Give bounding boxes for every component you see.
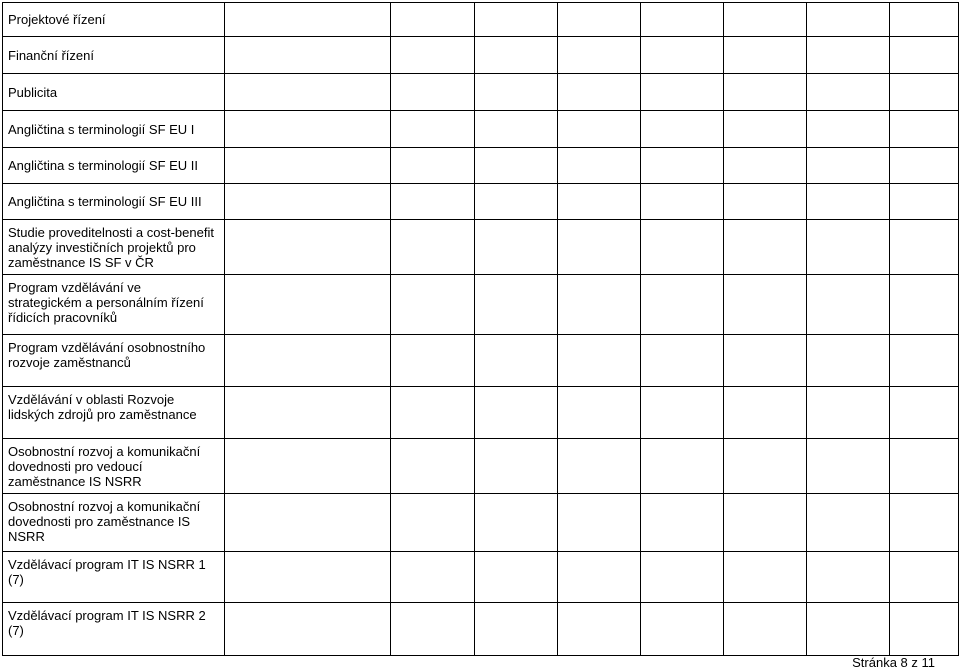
empty-cell <box>807 74 890 111</box>
empty-cell <box>890 74 959 111</box>
empty-cell <box>640 37 723 74</box>
empty-cell <box>724 335 807 387</box>
empty-cell <box>557 552 640 603</box>
training-table <box>2 2 959 656</box>
empty-cell <box>557 184 640 220</box>
empty-cell <box>807 439 890 494</box>
empty-cell <box>807 494 890 552</box>
empty-cell <box>474 3 557 37</box>
empty-cell <box>474 37 557 74</box>
row-label: Publicita <box>3 74 225 111</box>
empty-cell <box>391 74 474 111</box>
empty-cell <box>724 220 807 275</box>
table-row <box>3 148 959 184</box>
empty-cell <box>225 387 391 439</box>
empty-cell <box>807 387 890 439</box>
empty-cell <box>724 3 807 37</box>
table-row <box>3 603 959 656</box>
row-label: Projektové řízení <box>3 3 225 37</box>
empty-cell <box>640 494 723 552</box>
page-number: Stránka 8 z 11 <box>852 655 935 670</box>
empty-cell <box>474 148 557 184</box>
empty-cell <box>225 111 391 148</box>
table-row <box>3 184 959 220</box>
empty-cell <box>391 603 474 656</box>
empty-cell <box>225 494 391 552</box>
table-row <box>3 552 959 603</box>
empty-cell <box>807 3 890 37</box>
empty-cell <box>225 184 391 220</box>
empty-cell <box>391 275 474 335</box>
empty-cell <box>474 74 557 111</box>
empty-cell <box>890 3 959 37</box>
empty-cell <box>640 220 723 275</box>
empty-cell <box>557 3 640 37</box>
empty-cell <box>890 37 959 74</box>
empty-cell <box>724 552 807 603</box>
row-label: Program vzdělávání osobnostního rozvoje zaměstnanců <box>3 335 225 387</box>
empty-cell <box>225 603 391 656</box>
empty-cell <box>640 184 723 220</box>
empty-cell <box>640 74 723 111</box>
empty-cell <box>225 439 391 494</box>
row-label: Vzdělávací program IT IS NSRR 2 (7) <box>3 603 225 656</box>
empty-cell <box>890 552 959 603</box>
table-row <box>3 387 959 439</box>
empty-cell <box>391 552 474 603</box>
table-row <box>3 111 959 148</box>
empty-cell <box>724 111 807 148</box>
empty-cell <box>391 439 474 494</box>
empty-cell <box>474 335 557 387</box>
empty-cell <box>640 3 723 37</box>
empty-cell <box>890 335 959 387</box>
table-row <box>3 494 959 552</box>
empty-cell <box>474 220 557 275</box>
empty-cell <box>391 335 474 387</box>
empty-cell <box>474 494 557 552</box>
row-label: Angličtina s terminologií SF EU III <box>3 184 225 220</box>
row-label: Angličtina s terminologií SF EU I <box>3 111 225 148</box>
table-row <box>3 3 959 37</box>
row-label: Studie proveditelnosti a cost-benefit analýzy investičních projektů pro zaměstnance IS SF v ČR <box>3 220 225 275</box>
empty-cell <box>890 220 959 275</box>
empty-cell <box>225 74 391 111</box>
empty-cell <box>807 603 890 656</box>
empty-cell <box>807 37 890 74</box>
row-label: Osobnostní rozvoj a komunikační dovednosti pro vedoucí zaměstnance IS NSRR <box>3 439 225 494</box>
empty-cell <box>890 494 959 552</box>
empty-cell <box>724 275 807 335</box>
empty-cell <box>557 275 640 335</box>
empty-cell <box>640 552 723 603</box>
empty-cell <box>724 439 807 494</box>
empty-cell <box>391 37 474 74</box>
empty-cell <box>807 552 890 603</box>
empty-cell <box>557 387 640 439</box>
empty-cell <box>225 3 391 37</box>
empty-cell <box>890 439 959 494</box>
empty-cell <box>890 387 959 439</box>
row-label: Vzdělávání v oblasti Rozvoje lidských zdrojů pro zaměstnance <box>3 387 225 439</box>
empty-cell <box>807 275 890 335</box>
empty-cell <box>225 148 391 184</box>
empty-cell <box>724 37 807 74</box>
empty-cell <box>225 37 391 74</box>
empty-cell <box>640 148 723 184</box>
table-row <box>3 335 959 387</box>
empty-cell <box>225 220 391 275</box>
empty-cell <box>640 275 723 335</box>
empty-cell <box>640 439 723 494</box>
empty-cell <box>474 603 557 656</box>
empty-cell <box>807 220 890 275</box>
empty-cell <box>724 603 807 656</box>
empty-cell <box>557 439 640 494</box>
table-row <box>3 37 959 74</box>
empty-cell <box>807 111 890 148</box>
empty-cell <box>890 275 959 335</box>
table-row <box>3 74 959 111</box>
empty-cell <box>474 439 557 494</box>
row-label: Angličtina s terminologií SF EU II <box>3 148 225 184</box>
empty-cell <box>640 603 723 656</box>
table-row <box>3 220 959 275</box>
empty-cell <box>557 494 640 552</box>
empty-cell <box>640 335 723 387</box>
empty-cell <box>724 74 807 111</box>
empty-cell <box>225 275 391 335</box>
row-label: Osobnostní rozvoj a komunikační dovednosti pro zaměstnance IS NSRR <box>3 494 225 552</box>
empty-cell <box>557 220 640 275</box>
empty-cell <box>557 603 640 656</box>
empty-cell <box>391 184 474 220</box>
table-row <box>3 439 959 494</box>
empty-cell <box>890 111 959 148</box>
empty-cell <box>724 184 807 220</box>
empty-cell <box>890 603 959 656</box>
empty-cell <box>391 494 474 552</box>
empty-cell <box>557 335 640 387</box>
empty-cell <box>557 74 640 111</box>
empty-cell <box>640 111 723 148</box>
empty-cell <box>807 335 890 387</box>
empty-cell <box>557 148 640 184</box>
empty-cell <box>640 387 723 439</box>
empty-cell <box>225 552 391 603</box>
empty-cell <box>391 220 474 275</box>
empty-cell <box>474 184 557 220</box>
empty-cell <box>391 148 474 184</box>
empty-cell <box>225 335 391 387</box>
row-label: Vzdělávací program IT IS NSRR 1 (7) <box>3 552 225 603</box>
empty-cell <box>890 184 959 220</box>
row-label: Finanční řízení <box>3 37 225 74</box>
empty-cell <box>724 148 807 184</box>
empty-cell <box>474 552 557 603</box>
empty-cell <box>557 111 640 148</box>
empty-cell <box>724 494 807 552</box>
empty-cell <box>724 387 807 439</box>
empty-cell <box>807 148 890 184</box>
row-label: Program vzdělávání ve strategickém a personálním řízení řídicích pracovníků <box>3 275 225 335</box>
empty-cell <box>557 37 640 74</box>
table-row <box>3 275 959 335</box>
empty-cell <box>391 111 474 148</box>
empty-cell <box>474 275 557 335</box>
empty-cell <box>391 3 474 37</box>
empty-cell <box>474 111 557 148</box>
empty-cell <box>474 387 557 439</box>
empty-cell <box>890 148 959 184</box>
empty-cell <box>391 387 474 439</box>
empty-cell <box>807 184 890 220</box>
